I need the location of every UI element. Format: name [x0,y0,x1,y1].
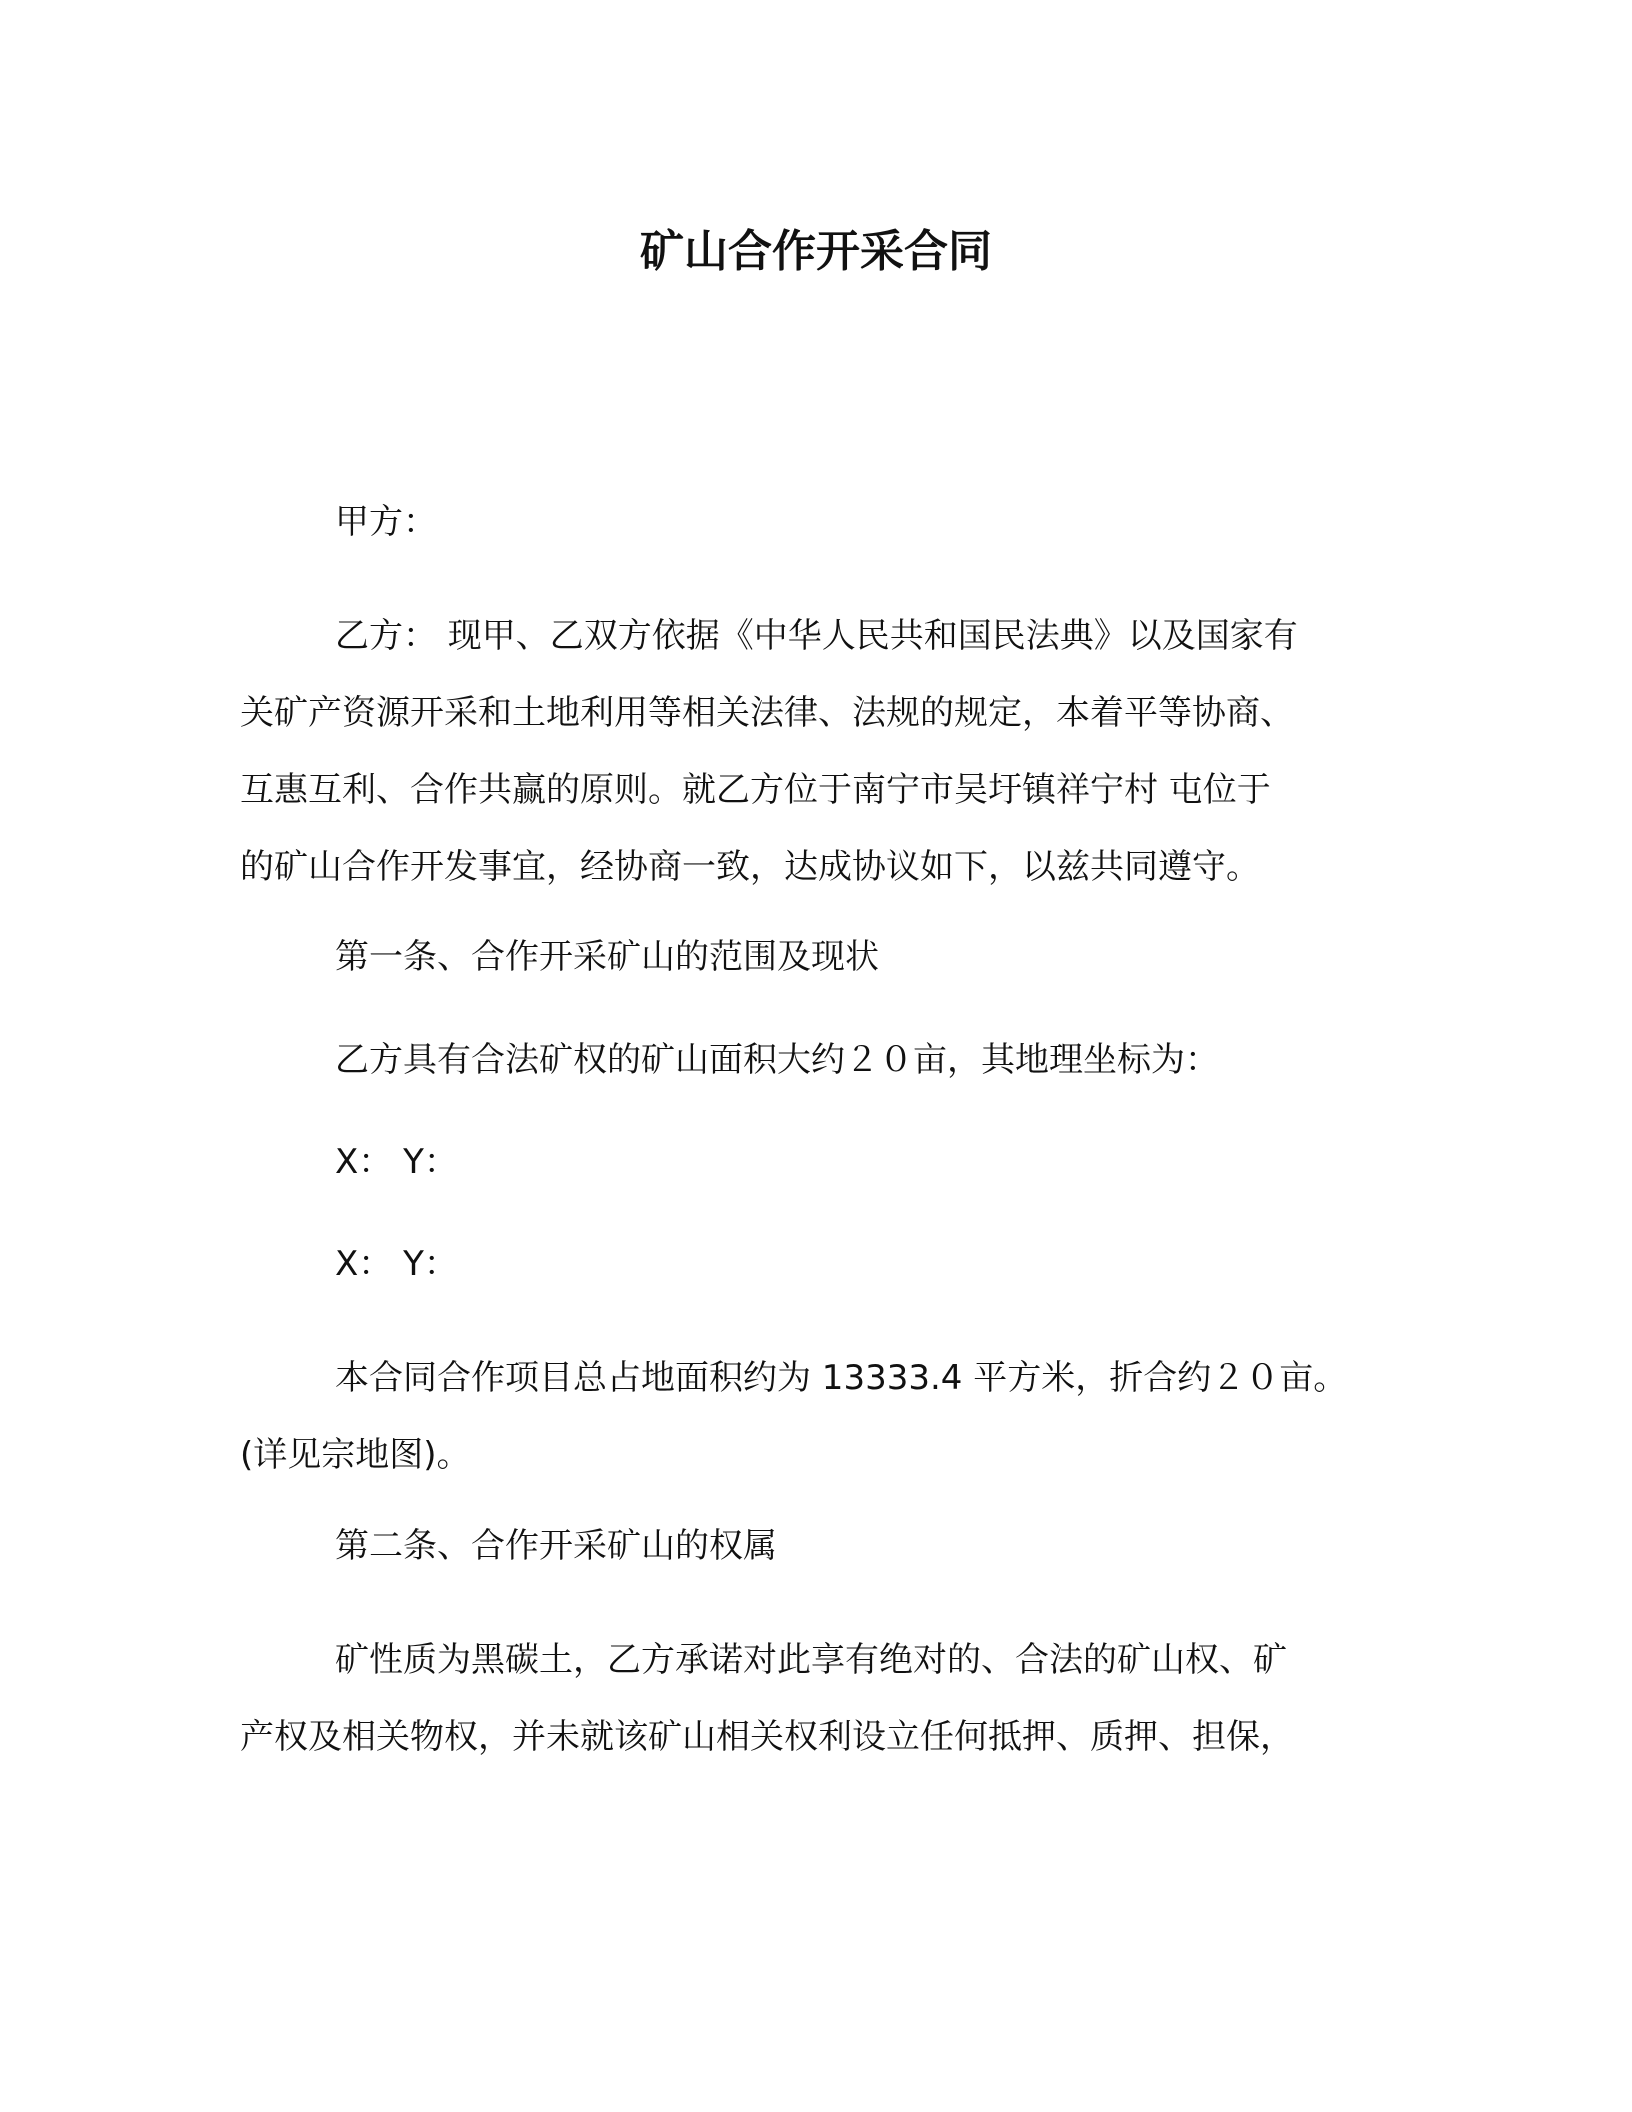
article-1-text-line: 乙方具有合法矿权的矿山面积大约２０亩，其地理坐标为： [335,1040,1219,1080]
preamble-line-1: 乙方： 现甲、乙双方依据《中华人民共和国民法典》以及国家有 [335,616,1298,656]
coordinate-row-1 [240,1136,1400,1188]
area-paragraph [240,1340,1400,1494]
article-1-heading-text: 第一条、合作开采矿山的范围及现状 [335,937,879,977]
article-2-line-1: 矿性质为黑碳土，乙方承诺对此享有绝对的、合法的矿山权、矿 [335,1640,1287,1680]
coordinate-row-2-text: X： Y： [335,1244,458,1284]
party-a-label: 甲方： [335,502,437,542]
preamble-paragraph [240,598,1400,906]
article-2-heading-text: 第二条、合作开采矿山的权属 [335,1526,777,1566]
preamble-line-2: 关矿产资源开采和土地利用等相关法律、法规的规定，本着平等协商、 [240,693,1294,733]
preamble-line-3: 互惠互利、合作共赢的原则。就乙方位于南宁市吴圩镇祥宁村 屯位于 [240,770,1271,810]
party-a-line [240,496,1400,548]
preamble-line-4: 的矿山合作开发事宜，经协商一致，达成协议如下，以兹共同遵守。 [240,847,1260,887]
area-line-2: (详见宗地图)。 [240,1435,471,1475]
document-title: 矿山合作开采合同 [640,226,992,277]
article-1-text [240,1034,1400,1086]
coordinate-row-1-text: X： Y： [335,1142,458,1182]
article-2-paragraph [240,1622,1400,1776]
coordinate-row-2 [240,1238,1400,1290]
article-2-heading [240,1520,1400,1572]
article-2-line-2: 产权及相关物权，并未就该矿山相关权利设立任何抵押、质押、担保， [240,1717,1294,1757]
area-line-1: 本合同合作项目总占地面积约为 13333.4 平方米，折合约２０亩。 [335,1358,1348,1398]
article-1-heading [240,931,1400,983]
